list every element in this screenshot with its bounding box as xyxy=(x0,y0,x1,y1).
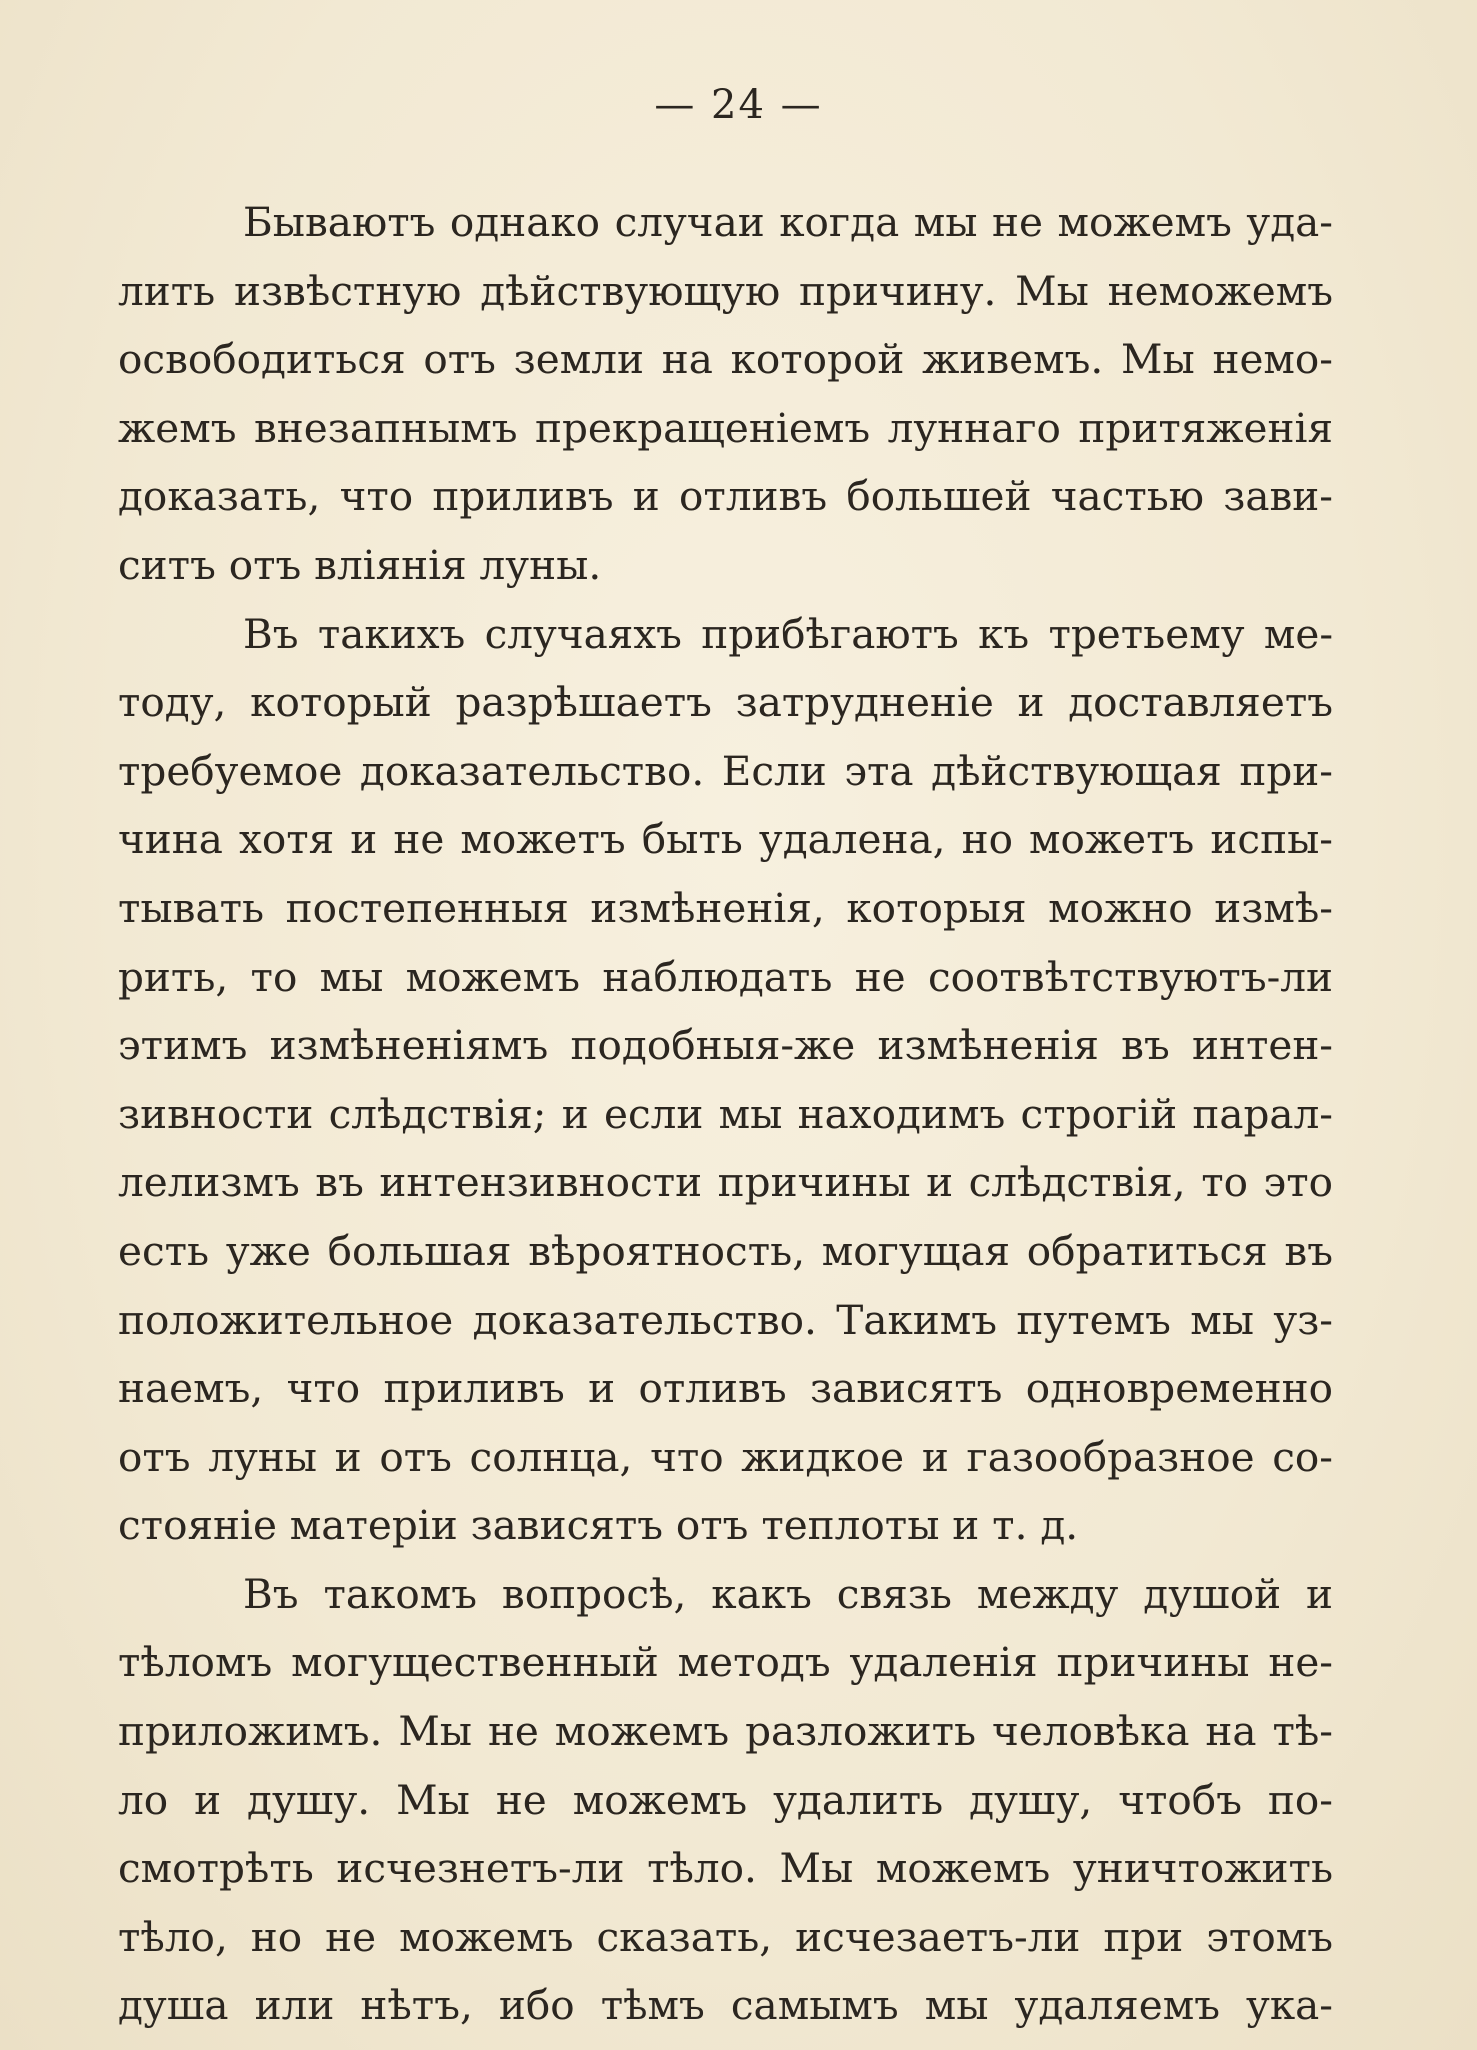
text-line: тѣло, но не можемъ сказать, исчезаетъ-ли при этомъ xyxy=(118,1912,1333,1961)
text-line: этимъ измѣненіямъ подобныя-же измѣненія въ интен- xyxy=(118,1021,1333,1070)
text-line: тѣломъ могущественный методъ удаленія причины не- xyxy=(118,1638,1333,1687)
text-line: Бываютъ однако случаи когда мы не можемъ уда- xyxy=(243,198,1333,246)
text-line: освободиться отъ земли на которой живемъ. Мы немо- xyxy=(118,335,1333,384)
text-line: тоду, который разрѣшаетъ затрудненіе и доставляетъ xyxy=(118,678,1333,727)
text-line: смотрѣть исчезнетъ-ли тѣло. Мы можемъ уничтожить xyxy=(118,1844,1333,1893)
text-line: требуемое доказательство. Если эта дѣйствующая при- xyxy=(118,746,1333,795)
text-line: Въ такомъ вопросѣ, какъ связь между душой и xyxy=(243,1569,1333,1618)
text-line: стояніе матеріи зависятъ отъ теплоты и т. д. xyxy=(118,1501,1079,1550)
text-line: наемъ, что приливъ и отливъ зависятъ одновременно xyxy=(118,1364,1333,1413)
text-line: отъ луны и отъ солнца, что жидкое и газообразное со- xyxy=(118,1432,1333,1481)
text-line: лить извѣстную дѣйствующую причину. Мы неможемъ xyxy=(118,266,1333,315)
text-line: жемъ внезапнымъ прекращеніемъ луннаго притяженія xyxy=(118,403,1333,452)
body-text xyxy=(118,188,1333,2040)
text-line: положительное доказательство. Такимъ путемъ мы уз- xyxy=(118,1295,1333,1344)
text-line: зивности слѣдствія; и если мы находимъ строгій парал- xyxy=(118,1089,1333,1138)
page-number: — 24 — xyxy=(654,82,823,128)
text-line: доказать, что приливъ и отливъ большей частью зави- xyxy=(118,472,1333,521)
text-line: есть уже большая вѣроятность, могущая обратиться въ xyxy=(118,1226,1333,1275)
text-line: Въ такихъ случаяхъ прибѣгаютъ къ третьему ме- xyxy=(243,609,1333,658)
text-line: ситъ отъ вліянія луны. xyxy=(118,540,602,589)
text-line: ло и душу. Мы не можемъ удалить душу, чтобъ по- xyxy=(118,1775,1333,1824)
text-line: душа или нѣтъ, ибо тѣмъ самымъ мы удаляемъ ука- xyxy=(118,1981,1333,2030)
text-line: лелизмъ въ интензивности причины и слѣдствія, то это xyxy=(118,1158,1333,1207)
text-line: чина хотя и не можетъ быть удалена, но можетъ испы- xyxy=(118,815,1333,864)
text-line: приложимъ. Мы не можемъ разложить человѣка на тѣ- xyxy=(118,1707,1333,1756)
text-line: тывать постепенныя измѣненія, которыя можно измѣ- xyxy=(118,883,1333,932)
text-line: рить, то мы можемъ наблюдать не соотвѣтствуютъ-ли xyxy=(118,952,1333,1001)
